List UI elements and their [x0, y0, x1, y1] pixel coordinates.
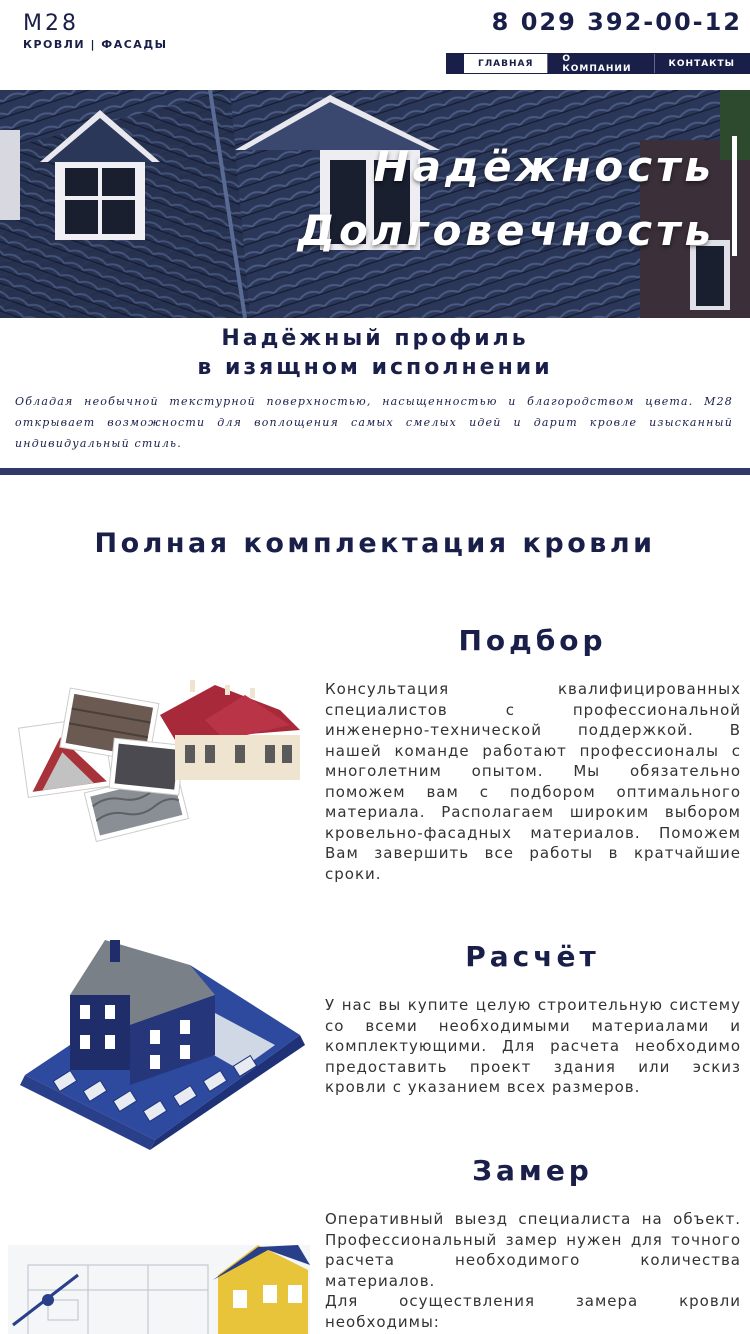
feature-title-calculation: Расчёт	[465, 940, 600, 973]
roof-samples-image	[10, 680, 310, 845]
feature-text-measurement	[325, 1209, 741, 1332]
roof-illustration	[0, 90, 750, 318]
section-divider	[0, 468, 750, 475]
feature-text-calculation: У нас вы купите целую строительную систему со всеми необходимыми материалами и комплектующими. Для расчета необходимо предоставить проект здания или эскиз кровли с указанием всех размеров.	[325, 996, 741, 1096]
logo[interactable]	[23, 10, 168, 52]
nav-spacer	[447, 54, 464, 73]
feature-text-measurement-p1: Оперативный выезд специалиста на объект. Профессиональный замер нужен для точного расчета необходимого количества материалов.	[325, 1210, 741, 1290]
site-header	[0, 0, 750, 90]
main-nav	[446, 53, 750, 74]
feature-text-measurement-p2: Для осуществления замера кровли необходимы:	[325, 1292, 741, 1331]
hero-headline-reliability: Надёжность	[373, 142, 715, 191]
feature-text-selection: Консультация квалифицированных специалистов с профессиональной инженерно-технической поддержкой. В нашей команде работают профессионалы с многолетним опытом. Мы обязательно поможем вам с подбором оптимального материала. Располагаем широким выбором кровельно-фасадных материалов. Поможем Вам завершить все работы в кратчайшие сроки.	[325, 680, 741, 883]
house-calculator-image	[10, 935, 310, 1150]
hero-banner	[0, 90, 750, 318]
nav-item-home[interactable]: ГЛАВНАЯ	[464, 54, 547, 73]
intro-text: Обладая необычной текстурной поверхностью, насыщенностью и благородством цвета. М28 открывает возможности для воплощения самых смелых идей и дарит кровле изысканный индивидуальный стиль.	[15, 395, 733, 450]
feature-title-selection: Подбор	[458, 624, 607, 657]
logo-subtitle: КРОВЛИ | ФАСАДЫ	[23, 38, 168, 51]
nav-item-contacts[interactable]: КОНТАКТЫ	[654, 54, 749, 73]
intro-title-line1: Надёжный профиль	[221, 326, 529, 351]
logo-title: M28	[23, 11, 79, 36]
blueprint-measure-image	[8, 1245, 310, 1334]
feature-title-measurement: Замер	[472, 1154, 593, 1187]
phone-number[interactable]: 8 029 392-00-12	[491, 8, 742, 36]
intro-title	[0, 324, 750, 382]
nav-item-about[interactable]: О КОМПАНИИ	[547, 54, 653, 73]
intro-title-line2: в изящном исполнении	[197, 355, 553, 380]
hero-accent-bar	[732, 136, 737, 256]
hero-headline-durability: Долговечность	[297, 206, 715, 255]
section-title: Полная комплектация кровли	[94, 528, 656, 559]
